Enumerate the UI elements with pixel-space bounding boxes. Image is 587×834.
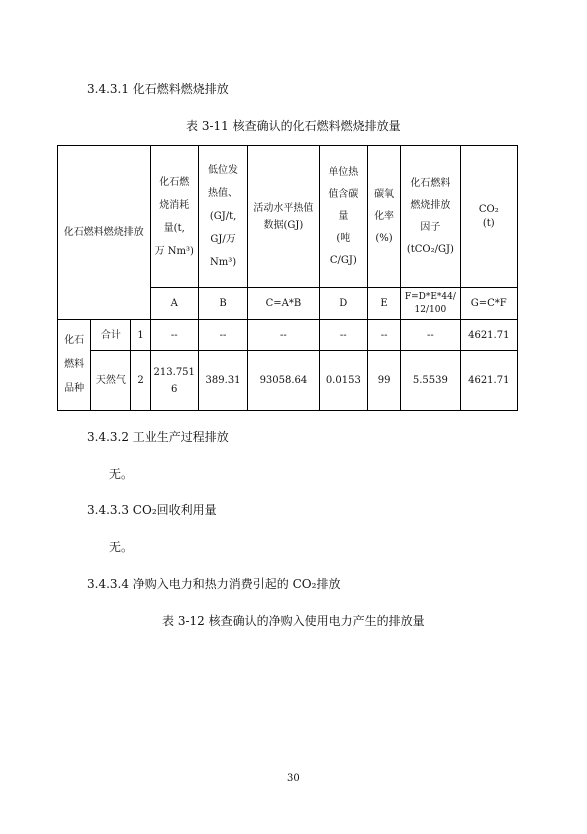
- formula-a: A: [150, 288, 198, 320]
- table-row: [58, 351, 518, 411]
- section-heading-3-4-3-1: 3.4.3.1 化石燃料燃烧排放: [87, 82, 229, 96]
- header-emission-factor: 化石燃料 燃烧排放 因子 (tCO₂/GJ): [401, 146, 460, 288]
- cell-d: 0.0153: [319, 351, 367, 411]
- row-group-cell: 化石燃料品种: [58, 320, 91, 411]
- table-row: [58, 320, 518, 351]
- table-caption-3-11: 表 3-11 核查确认的化石燃料燃烧排放量: [186, 119, 401, 133]
- row-name: 合计: [91, 320, 131, 351]
- row-name: 天然气: [91, 351, 131, 411]
- cell-e: 99: [367, 351, 400, 411]
- header-ncv: 低位发 热值、 (GJ/t, GJ/万 Nm³): [198, 146, 247, 288]
- cell-b: --: [198, 320, 247, 351]
- header-oxidation: 碳氧 化率 (%): [367, 146, 400, 288]
- cell-a: --: [150, 320, 198, 351]
- cell-c: --: [248, 320, 319, 351]
- row-no: 2: [131, 351, 150, 411]
- cell-b: 389.31: [198, 351, 247, 411]
- section-body-3-4-3-3: 无。: [109, 540, 134, 554]
- row-no: 1: [131, 320, 150, 351]
- cell-a: 213.7516: [150, 351, 198, 411]
- section-heading-3-4-3-2: 3.4.3.2 工业生产过程排放: [87, 430, 229, 444]
- cell-g: 4621.71: [460, 320, 517, 351]
- cell-e: --: [367, 320, 400, 351]
- cell-c: 93058.64: [248, 351, 319, 411]
- page-number: 30: [287, 773, 300, 784]
- formula-g: G=C*F: [460, 288, 517, 320]
- header-activity: 活动水平热值数据(GJ): [248, 146, 319, 288]
- formula-b: B: [198, 288, 247, 320]
- cell-d: --: [319, 320, 367, 351]
- cell-g: 4621.71: [460, 351, 517, 411]
- formula-d: D: [319, 288, 367, 320]
- header-carbon-content: 单位热 值含碳 量 (吨 C/GJ): [319, 146, 367, 288]
- formula-f: F=D*E*44/12/100: [401, 288, 460, 320]
- section-body-3-4-3-2: 无。: [109, 467, 134, 481]
- table-caption-3-12: 表 3-12 核查确认的净购入使用电力产生的排放量: [162, 614, 425, 628]
- section-heading-3-4-3-4: 3.4.3.4 净购入电力和热力消费引起的 CO₂排放: [87, 577, 341, 591]
- formula-e: E: [367, 288, 400, 320]
- emissions-table: [57, 145, 518, 411]
- formula-c: C=A*B: [248, 288, 319, 320]
- cell-f: 5.5539: [401, 351, 460, 411]
- header-consumption: 化石燃 烧消耗 量(t, 万 Nm³): [150, 146, 198, 288]
- header-group-cell: 化石燃料燃烧排放: [58, 146, 151, 320]
- cell-f: --: [401, 320, 460, 351]
- section-heading-3-4-3-3: 3.4.3.3 CO₂回收利用量: [87, 503, 217, 517]
- header-co2: CO₂ (t): [460, 146, 517, 288]
